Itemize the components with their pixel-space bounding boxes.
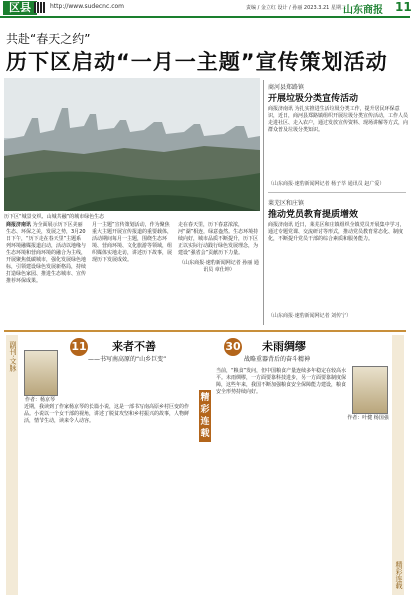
right-feature-title: 未雨绸缪 bbox=[262, 340, 306, 353]
left-book-cover bbox=[24, 350, 58, 396]
left-feature-title: 来者不善 bbox=[112, 340, 156, 353]
right-sidebar-tag bbox=[392, 335, 404, 595]
left-feature-badge: 11 bbox=[70, 338, 88, 356]
left-sidebar-label: 副刊·文脉 bbox=[9, 341, 17, 372]
left-book-caption: 作者：杨京琴 bbox=[24, 397, 55, 403]
right-book-cover bbox=[352, 366, 388, 414]
left-sidebar-tag bbox=[6, 335, 18, 595]
story-headline: 历下区启动“一月一主题”宣传策划活动 bbox=[6, 50, 388, 74]
city-photo bbox=[4, 78, 260, 211]
brief1-byline: （山东商报·速豹新闻网记者 杨子萃 通讯员 赵广爱） bbox=[268, 181, 385, 187]
right-sidebar-label: 精彩连载 bbox=[395, 561, 403, 589]
brief2-text: 商报济南讯 近日，莱芜区和庄镇组织全镇党员开展集中学习，通过专题党课、交流研讨等形式，推动党员教育常态化、制度化，不断提升党员干部的综合素质和服务能力。 bbox=[268, 222, 405, 242]
column-divider bbox=[263, 80, 264, 325]
page-header bbox=[0, 0, 410, 18]
brief1-title: 开展垃圾分类宣传活动 bbox=[268, 94, 359, 104]
qr-code-icon bbox=[34, 2, 45, 13]
city-skyline-image bbox=[4, 78, 260, 211]
right-book-caption: 作者：叶健 杨国强 bbox=[347, 415, 389, 421]
right-feature-badge: 30 bbox=[224, 338, 242, 356]
story-column-2 bbox=[92, 222, 172, 326]
brief2-title: 推动党员教育提质增效 bbox=[268, 210, 359, 220]
feature-strip-bar bbox=[4, 330, 406, 332]
brief1-section: 商河县郑路镇 bbox=[268, 84, 305, 91]
photo-caption: 历下区“城景交织、山城共融”的城市绿色生态 bbox=[4, 214, 105, 220]
story-byline: （山东商报·速豹新闻网记者 孙丽 通讯员 章仕坤） bbox=[179, 260, 259, 273]
story-text-2: 月一主题”宣传策划活动，作为聚焦重大主题开展宣传报道的重要载体，活动期间每月一主题，围绕生态环境、营商环境、文化旅游等领域，组织媒体实地走访，讲述历下故事，展现历下发展成效。 bbox=[92, 222, 173, 263]
dateline: 商报济南讯 bbox=[6, 222, 32, 228]
brief-separator bbox=[268, 192, 406, 193]
story-column-1 bbox=[6, 222, 86, 326]
story-text-1: 为全面展示历下区美丽生态、环保之美，发展之势，3月20日下午，“历下走在春天里”主题系列环境融媒报道启动，活动以地缘与生态环境和营商环境的融合为主线，开展聚焦低碳城市，强化发展绿色地标，引领建设绿色发展新格局，持续打造绿色家园、推进生态城市、宣传推荐环保成果。 bbox=[6, 222, 87, 284]
newspaper-name: 山东商报 bbox=[343, 5, 383, 16]
site-url: http://www.sudecnc.com bbox=[50, 3, 125, 10]
page-number: 11 bbox=[395, 0, 412, 14]
left-feature-subtitle: ——书写南高原的“山乡巨变” bbox=[88, 356, 167, 363]
story-kicker: 共赴“春天之约” bbox=[6, 32, 91, 46]
edition-info: 责编 / 金立红 设计 / 孙丽 2023.3.21 星期二 bbox=[246, 5, 346, 11]
right-feature-text: 当前，“粮食”发问，但中国粮食产量连续多年稳定在较高水平。未雨绸缪，一方面要靠科技进步，另一方面要靠制度保障，这些年来，我国不断加强粮食安全保障能力建设，粮食安全形势持续向好。 bbox=[216, 368, 347, 395]
brief2-section: 莱芜区和庄镇 bbox=[268, 200, 305, 207]
story-text-3: 走在春天里，历下春意浓浓，河“湖”相连，绿意盎然。生态环境持续向好，城市品质不断提升，历下区正以实际行动践行绿色发展理念，为建设“强省会”贡献历下力量。 bbox=[178, 222, 259, 256]
center-seal: 精彩连载 bbox=[199, 390, 211, 442]
section-label: 区县 bbox=[3, 1, 37, 15]
brief2-byline: （山东商报·速豹新闻网记者 刘传宁） bbox=[268, 313, 352, 319]
right-feature-subtitle: 战略重器背后的奋斗精神 bbox=[244, 356, 311, 363]
left-feature-text: 近期，我读到了作家杨京琴的长篇小说，这是一部书写南高原乡村巨变的作品。小说以一个女干部的视角，讲述了脱贫攻坚和乡村振兴的故事，人物鲜活，情节生动，读来令人动容。 bbox=[24, 404, 190, 424]
story-column-3 bbox=[178, 222, 260, 326]
brief1-text: 商报济南讯 为扎实推进生活垃圾分类工作，提升居民环保意识，近日，商河县郑路镇组织开展垃圾分类宣传活动，工作人员走进社区、走入农户，通过发放宣传资料、现场讲解等方式，向群众普及垃圾分类知识。 bbox=[268, 106, 409, 133]
